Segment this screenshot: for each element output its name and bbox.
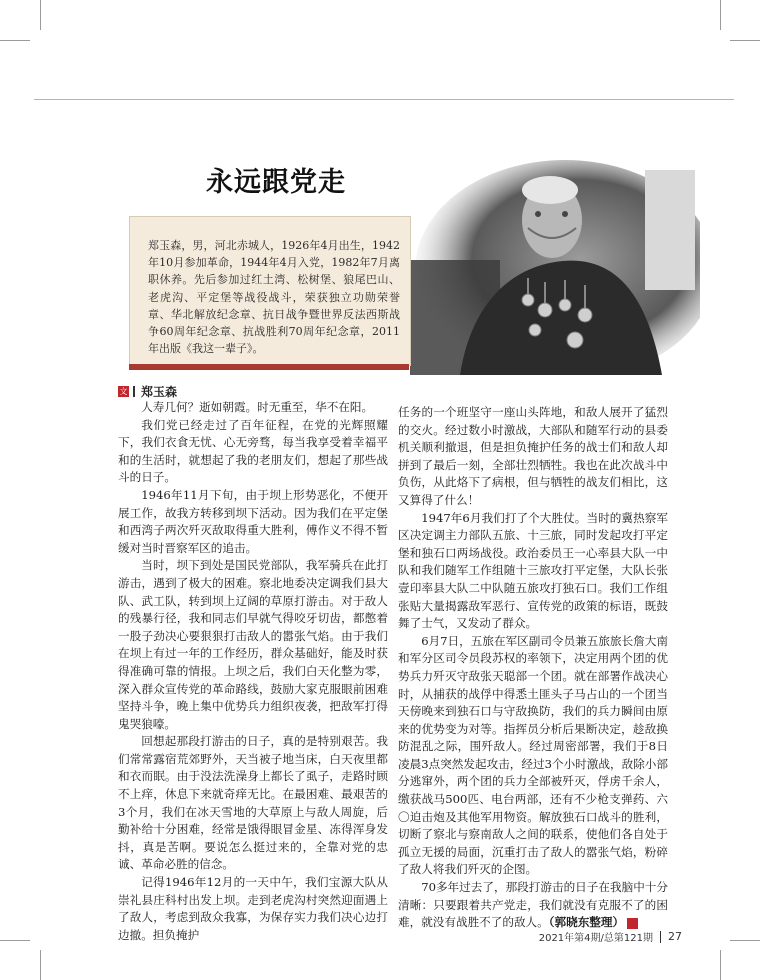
- paragraph-text: 70多年过去了，那段打游击的日子在我脑中十分清晰：只要跟着共产党走，我们就没有克服不了的困难，就没有战胜不了的敌人。: [398, 880, 668, 930]
- page-number: 27: [668, 930, 682, 943]
- bio-text: 郑玉森，男，河北赤城人，1926年4月出生，1942年10月参加革命，1944年4月入党，1982年7月离职休养。先后参加过红土湾、松树堡、狼尾巴山、老虎沟、平定堡等战役战斗，荣获独立功勋荣誉章、华北解放纪念章、抗日战争暨世界反法西斯战争60周年纪念章、抗战胜利70周年纪念章，2011年出版《我这一辈子》。: [148, 239, 400, 356]
- header-rule: [34, 99, 734, 100]
- author-name: 郑玉森: [141, 384, 178, 399]
- article-title: 永远跟党走: [206, 167, 346, 198]
- crop-mark: [720, 0, 721, 30]
- crop-mark: [0, 940, 30, 941]
- paragraph: 6月7日，五旅在军区副司令员兼五旅旅长詹大南和军分区司令员段苏权的率领下，决定用两个团的优势兵力歼灭守敌张天聪部一个团。就在部署作战决心时，从捕获的战俘中得悉土匪头子马占山的一个团当天傍晚来到独石口与守敌换防，我们的兵力瞬间由原来的优势变为对等。指挥员分析后果断决定，趁敌换防混乱之际，围歼敌人。经过周密部署，我们于8日凌晨3点突然发起攻击，经过3个小时激战，敌除小部分逃窜外，两个团的兵力全部被歼灭，俘虏千余人，缴获战马500匹、电台两部，还有不少枪支弹药、六〇迫击炮及其他军用物资。解放独石口战斗的胜利，切断了察北与察南敌人之间的联系，使他们各自处于孤立无援的局面，沉重打击了敌人的嚣张气焰，粉碎了敌人将我们歼灭的企图。: [398, 633, 668, 877]
- paragraph: 1946年11月下旬，由于坝上形势恶化，不便开展工作，故我方转移到坝下活动。因为我们在平定堡和西湾子两次歼灭敌取得重大胜利，傅作义不得不暂缓对当时晋察军区的追击。: [118, 487, 388, 555]
- paragraph: 回想起那段打游击的日子，真的是特别艰苦。我们常常露宿荒郊野外，天当被子地当床，白天夜里都和衣而眠。由于没法洗澡身上都长了虱子，走路时顾不上痒，休息下来就奇痒无比。在最困难、最艰苦的3个月，我们在冰天雪地的大草原上与敌人周旋，后勤补给十分困难，经常是饿得眼冒金星、冻得浑身发抖，真是苦啊。要说怎么挺过来的，全靠对党的忠诚、革命必胜的信念。: [118, 734, 388, 872]
- paragraph: 1947年6月我们打了个大胜仗。当时的冀热察军区决定调主力部队五旅、十三旅，同时发起攻打平定堡和独石口两场战役。政治委员王一心率县大队一中队和我们随军工作组随十三旅攻打平定堡，大队长张壹印率县大队二中队随五旅攻打独石口。我们工作组张贴大量揭露敌军恶行、宣传党的政策的标语，既鼓舞了士气，又发动了群众。: [398, 510, 668, 631]
- author-line: [118, 383, 177, 399]
- bio-box: [129, 216, 411, 366]
- paragraph: 我们党已经走过了百年征程，在党的光辉照耀下，我们衣食无忧、心无旁骛，每当我享受着幸福平和的生活时，就想起了我的老朋友们，想起了那些战斗的日子。: [118, 417, 388, 485]
- editor-signoff: （郭晓东整理）: [548, 915, 625, 930]
- paragraph: 任务的一个班坚守一座山头阵地，和敌人展开了猛烈的交火。经过数小时激战，大部队和随军行动的县委机关顺利撤退，但是担负掩护任务的战士们和敌人却拼到了最后一刻，全部壮烈牺牲。我也在此次战斗中负伤，从此烙下了病根，但与牺牲的战友们相比，这又算得了什么！: [398, 405, 668, 507]
- paragraph: 人寿几何？逝如朝霞。时无重至，华不在阳。: [141, 400, 374, 414]
- paragraph: 记得1946年12月的一天中午，我们宝源大队从崇礼县庄科村出发上坝。走到老虎沟村突然迎面遇上了敌人，考虑到敌众我寡，为保存实力我们决心边打边撤。担负掩护: [118, 875, 388, 942]
- divider: [660, 931, 661, 943]
- body-column-right: [398, 404, 668, 932]
- divider: [133, 386, 135, 397]
- bio-box-band: [129, 364, 409, 370]
- veteran-portrait-image: [400, 150, 700, 375]
- closing-paragraph: [398, 879, 668, 932]
- crop-mark: [730, 940, 760, 941]
- paragraph: 当时，坝下到处是国民党部队，我军骑兵在此打游击，遇到了极大的困难。察北地委决定调我们县大队、武工队，转到坝上辽阔的草原打游击。对于敌人的残暴行径，我和同志们早就气得咬牙切齿，都憋着一股子劲决心要狠狠打击敌人的嚣张气焰。由于我们在坝上有过一年的工作经历，群众基础好，能及时获得准确可靠的情报。上坝之后，我们白天化整为零，深入群众宣传党的革命路线，鼓励大家克服眼前困难坚持斗争，晚上集中优势兵力组织夜袭，把敌军打得鬼哭狼嚎。: [118, 558, 388, 731]
- crop-mark: [720, 950, 721, 980]
- body-column-left: [118, 399, 388, 944]
- issue-info: 2021年第4期/总第121期: [538, 933, 653, 944]
- end-mark-icon: G: [627, 918, 638, 929]
- page-footer: [539, 929, 682, 944]
- author-mark-icon: 文: [119, 386, 128, 396]
- crop-mark: [730, 40, 760, 41]
- crop-mark: [40, 0, 41, 30]
- crop-mark: [0, 40, 30, 41]
- crop-mark: [40, 950, 41, 980]
